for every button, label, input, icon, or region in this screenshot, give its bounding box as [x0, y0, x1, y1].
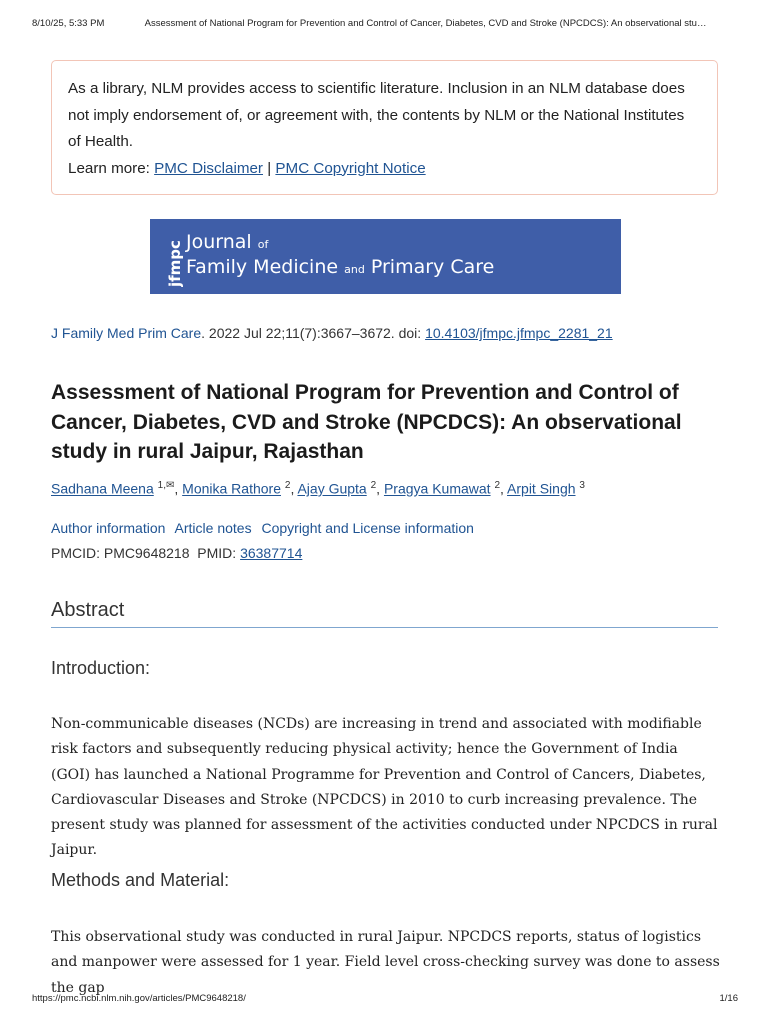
author-link[interactable]: Ajay Gupta	[297, 480, 367, 497]
article-ids	[51, 545, 302, 561]
jfmpc-mark-text: jfmpc	[166, 240, 184, 287]
journal-of: of	[257, 238, 269, 251]
journal-banner[interactable]	[150, 219, 621, 294]
pmid-link[interactable]: 36387714	[240, 545, 303, 561]
link-separator: |	[267, 159, 272, 177]
print-url: https://pmc.ncbi.nlm.nih.gov/articles/PMC9648218/	[32, 993, 246, 1004]
journal-primary-care: Primary Care	[370, 256, 495, 278]
print-footer	[32, 993, 738, 1004]
abstract-heading: Abstract	[51, 599, 718, 628]
citation-journal[interactable]: J Family Med Prim Care	[51, 325, 202, 341]
author-link[interactable]: Arpit Singh	[507, 480, 576, 497]
author-affiliation: 2	[284, 480, 291, 491]
article-title: Assessment of National Program for Prevention and Control of Cancer, Diabetes, CVD and Stroke (NPCDCS): An observational study in rural Jaipur, Rajasthan	[51, 381, 682, 463]
journal-word: Journal	[186, 231, 252, 253]
pmc-copyright-notice-link[interactable]: PMC Copyright Notice	[275, 159, 426, 177]
author-affiliation: 1,✉	[157, 480, 175, 491]
methods-text: This observational study was conducted in rural Jaipur. NPCDCS reports, status of logistics and manpower were assessed for 1 year. Field level cross-checking survey was done to assess the gap	[51, 929, 720, 996]
disclaimer-learn-more	[68, 156, 701, 183]
author-list: Sadhana Meena $^{1,✉}$, Monika Rathore $^2$, Ajay Gupta $^2$, Pragya Kumawat $^2$, Arpit Singh $^3$	[51, 480, 585, 497]
nlm-disclaimer-box	[51, 60, 718, 195]
copyright-license-link[interactable]: Copyright and License information	[261, 520, 474, 536]
author-link[interactable]: Pragya Kumawat	[383, 480, 491, 497]
pmcid: PMCID: PMC9648218	[51, 545, 190, 561]
author-affiliation: 3	[579, 480, 585, 491]
author-information-link[interactable]: Author information	[51, 520, 166, 536]
print-doc-title: Assessment of National Program for Prevention and Control of Cancer, Diabetes, CVD and Stroke (NPCDCS): An observational stu…	[144, 18, 707, 29]
learn-more-label: Learn more:	[68, 159, 150, 177]
pmc-disclaimer-link[interactable]: PMC Disclaimer	[154, 159, 263, 177]
introduction-text: Non-communicable diseases (NCDs) are increasing in trend and associated with modifiable risk factors and subsequently reducing physical activity; hence the Government of India (GOI) has launched a National Programme for Prevention and Control of Cancers, Diabetes, Cardiovascular Diseases and Stroke (NPCDCS) in 2010 to curb increasing prevalence. The present study was planned for assessment of the activities conducted under NPCDCS in rural Jaipur.	[51, 716, 718, 859]
page-number: 1/16	[719, 993, 738, 1004]
print-timestamp: 8/10/25, 5:33 PM	[32, 18, 105, 29]
article-notes-link[interactable]: Article notes	[174, 520, 252, 536]
disclaimer-text: As a library, NLM provides access to scientific literature. Inclusion in an NLM database does not imply endorsement of, or agreement with, the contents by NLM or the National Institutes of Health.	[68, 80, 685, 150]
citation-details: . 2022 Jul 22;11(7):3667–3672. doi:	[201, 325, 426, 341]
methods-heading: Methods and Material:	[51, 870, 230, 890]
author-affiliation: 2	[494, 480, 501, 491]
journal-family-medicine: Family Medicine	[186, 256, 339, 278]
journal-name	[186, 231, 494, 281]
author-link[interactable]: Sadhana Meena	[51, 480, 154, 497]
introduction-heading: Introduction:	[51, 658, 151, 678]
pmid-label: PMID:	[197, 545, 237, 561]
article-info-links	[51, 520, 480, 536]
jfmpc-logo-mark	[162, 231, 186, 287]
print-header	[32, 18, 748, 29]
author-link[interactable]: Monika Rathore	[182, 480, 281, 497]
doi-link[interactable]: 10.4103/jfmpc.jfmpc_2281_21	[425, 325, 613, 341]
journal-and: and	[344, 263, 365, 276]
citation-line	[51, 325, 613, 341]
author-affiliation: 2	[370, 480, 377, 491]
